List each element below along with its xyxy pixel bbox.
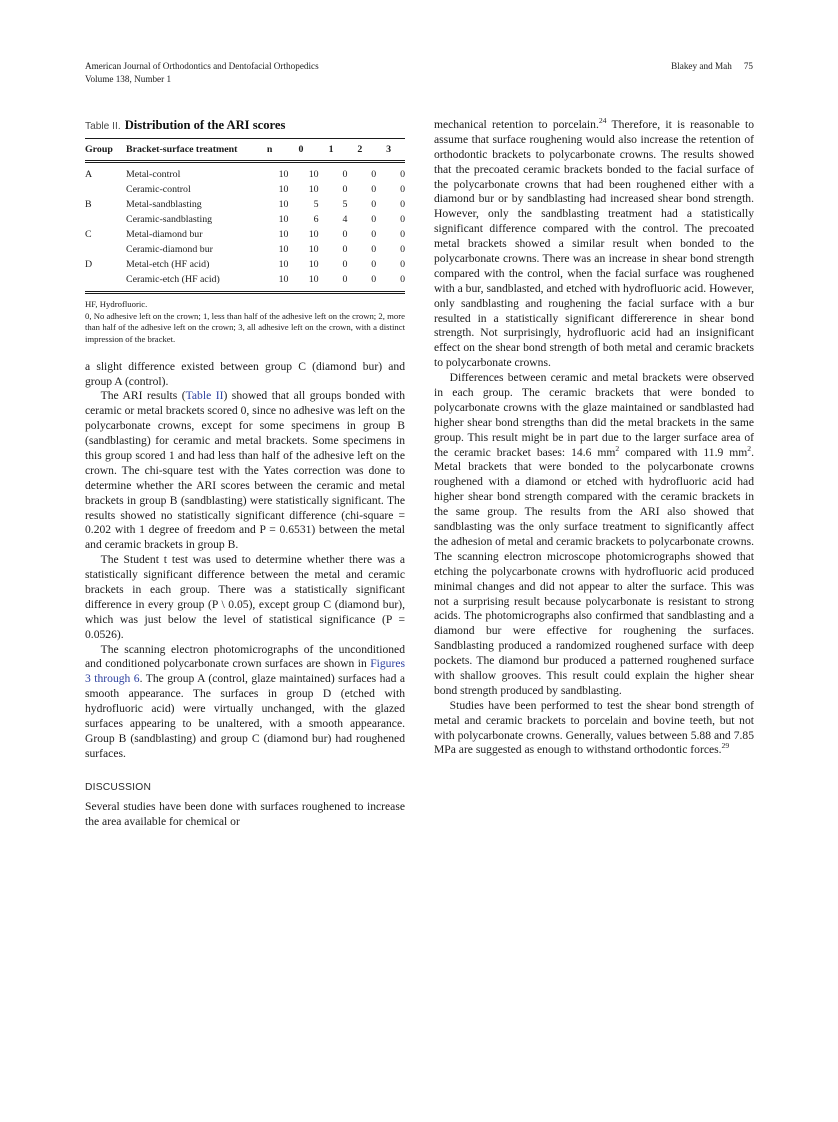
- cell-treatment: Metal-control: [126, 169, 181, 181]
- paragraph-left-4-pre: The scanning electron photomicrographs of the unconditioned and conditioned polycarbonate crown surfaces are shown in: [85, 642, 405, 671]
- journal-volume-line: Volume 138, Number 1: [85, 74, 172, 85]
- table-row: [85, 272, 405, 293]
- cell-score-3: 0: [400, 199, 405, 211]
- cell-score-3: 0: [400, 243, 405, 255]
- running-head-authors: Blakey and Mah: [671, 61, 732, 71]
- cell-score-1: 0: [342, 258, 348, 270]
- superscript-square-2: 2: [747, 443, 752, 453]
- cell-n: 10: [278, 184, 289, 196]
- cell-score-0: 10: [308, 273, 319, 285]
- column-right: [434, 118, 754, 758]
- page-number: 75: [743, 61, 753, 71]
- column-header-score-1: 1: [328, 144, 334, 155]
- table-label: Table II.: [85, 121, 121, 132]
- cell-group: [85, 242, 126, 257]
- cell-score-2: 0: [371, 243, 377, 255]
- table-row: [85, 197, 405, 212]
- cell-score-3: 0: [400, 273, 405, 285]
- cell-treatment: Ceramic-sandblasting: [126, 214, 213, 226]
- cell-score-2: 0: [371, 258, 377, 270]
- table-row: [85, 182, 405, 197]
- table-ii-link[interactable]: Table II: [185, 389, 224, 403]
- table-caption: [85, 118, 405, 133]
- paragraph-right-3-pre: Studies have been performed to test the shear bond strength of metal and ceramic brackets to porcelain and bovine teeth, but not with polycarbonate crowns. Generally, values between 5.88 and 7.85 MPa are suggested as enough to withstand orthodontic forces.: [434, 698, 754, 757]
- cell-n: 10: [278, 243, 289, 255]
- cell-score-1: 5: [342, 199, 348, 211]
- cell-n: 10: [278, 169, 289, 181]
- cell-treatment: Metal-diamond bur: [126, 228, 203, 240]
- cell-score-2: 0: [371, 184, 377, 196]
- cell-n: 10: [278, 228, 289, 240]
- running-head: [85, 60, 753, 87]
- cell-score-2: 0: [371, 199, 377, 211]
- table-header: [85, 139, 405, 162]
- table-row: [85, 227, 405, 242]
- cell-score-3: 0: [400, 228, 405, 240]
- column-header-score-3: 3: [386, 144, 392, 155]
- cell-score-0: 10: [308, 228, 319, 240]
- paragraph-right-2-a: Differences between ceramic and metal brackets were observed in each group. The ceramic brackets that were bonded to polycarbonate crowns with the glaze maintained or sandblasted had higher shear bond strengths than did the metal brackets in the same group. This result might be in part due to the larger surface area of the ceramic bracket bases: 14.6 mm: [434, 371, 754, 459]
- running-head-journal: [85, 60, 319, 87]
- paragraph-right-3: [434, 699, 754, 759]
- cell-score-1: 4: [342, 214, 348, 226]
- cell-score-0: 6: [313, 214, 319, 226]
- cell-score-1: 0: [342, 273, 348, 285]
- cell-treatment: Metal-sandblasting: [126, 199, 202, 211]
- cell-group: C: [85, 228, 92, 240]
- cell-score-2: 0: [371, 169, 377, 181]
- cell-score-2: 0: [371, 273, 377, 285]
- paragraph-left-2: [85, 389, 405, 553]
- cell-group: D: [85, 258, 93, 270]
- table-row: [85, 242, 405, 257]
- cell-score-0: 10: [308, 243, 319, 255]
- table-header-row: [85, 139, 405, 162]
- cell-treatment: Metal-etch (HF acid): [126, 258, 210, 270]
- cell-score-3: 0: [400, 214, 405, 226]
- cell-score-0: 10: [308, 184, 319, 196]
- cell-score-3: 0: [400, 169, 405, 181]
- column-header-score-2: 2: [357, 144, 363, 155]
- table-row: [85, 212, 405, 227]
- column-left: [85, 118, 405, 829]
- cell-n: 10: [278, 199, 289, 211]
- running-head-authors-page: [671, 60, 753, 73]
- cell-score-3: 0: [400, 184, 405, 196]
- cell-treatment: Ceramic-etch (HF acid): [126, 273, 220, 285]
- paragraph-right-1-post: Therefore, it is reasonable to assume that surface roughening would also increase the retention of orthodontic brackets to polycarbonate crowns. The results showed that the precoated ceramic brackets bonded to the facial surface of the polycarbonate crowns that had been roughened either with a diamond bur or by sandblasting had increased shear bond strength. However, only the sandblasting treatment had a statistically significant difference compared with the control. The precoated metal brackets showed a similar result when bonded to the polycarbonate crowns. There was an increase in shear bond strength compared with the control, when the facial surface was roughened with a bur, sandblasted, and etched with hydrofluoric acid. However, only sandblasting and roughening the facial surface with a bur resulted in a statistically significant differerence in shear bond strength. Not surprisingly, hydrofluoric acid had an insignificant effect on the shear bond strength of both metal and ceramic brackets to polycarbonate crowns.: [434, 118, 755, 370]
- column-header-treatment: Bracket-surface treatment: [126, 144, 238, 155]
- cell-group: [85, 212, 126, 227]
- table-ii-block: [85, 118, 405, 346]
- cell-group: B: [85, 199, 92, 211]
- table-footnote-abbrev: HF, Hydrofluoric.: [85, 299, 148, 310]
- paragraph-left-2-post: ) showed that all groups bonded with ceramic or metal brackets scored 0, since no adhesive was left on the polycarbonate crowns, except for some specimens in group B (sandblasting) for ceramic and metal brackets. Some specimens in this group scored 1 and had less than half of the adhesive left on the crown. The chi-square test with the Yates correction was done to determine whether the ARI scores between the ceramic and metal brackets in group B (sandblasting) were statistically significant. The results showed no statistically significant difference (chi-square = 0.202 with 1 degree of freedom and P = 0.6531) between the metal and ceramic brackets in group B.: [85, 389, 406, 552]
- paragraph-right-2: [434, 371, 754, 699]
- table-footnote-scores: 0, No adhesive left on the crown; 1, less than half of the adhesive left on the crown; 2, more than half of the adhesive left on the crown; 3, all adhesive left on the crown, with a distinct impression of the bracket.: [85, 310, 405, 344]
- table-row: [85, 257, 405, 272]
- column-header-n: n: [266, 144, 273, 155]
- cell-n: 10: [278, 214, 289, 226]
- cell-group: [85, 182, 126, 197]
- cell-score-0: 10: [308, 258, 319, 270]
- cell-group: A: [85, 169, 93, 181]
- paragraph-right-1-pre: mechanical retention to porcelain.: [434, 118, 599, 131]
- paragraph-left-4-post: . The group A (control, glaze maintained) surfaces had a smooth appearance. The surfaces in group D (etched with hydrofluoric acid) were virtually unchanged, with the glazed surfaces appearing to be unaltered, with a smooth appearance. Group B (sandblasting) and group C (diamond bur) had roughened surfaces.: [85, 672, 405, 760]
- table-body: [85, 162, 405, 293]
- table-row: [85, 162, 405, 183]
- cell-n: 10: [278, 258, 289, 270]
- cell-score-3: 0: [400, 258, 405, 270]
- figures-3-through-6-link[interactable]: Figures 3 through 6: [85, 657, 405, 686]
- paragraph-right-2-b: compared with 11.9 mm: [619, 445, 748, 459]
- paragraph-left-1: a slight difference existed between group C (diamond bur) and group A (control).: [85, 359, 405, 388]
- table-footnotes: [85, 299, 405, 346]
- journal-title-line: American Journal of Orthodontics and Dentofacial Orthopedics: [85, 61, 319, 71]
- cell-score-1: 0: [342, 169, 348, 181]
- paragraph-left-4: [85, 643, 405, 762]
- cell-n: 10: [278, 273, 289, 285]
- cell-group: [85, 272, 126, 293]
- cell-score-1: 0: [342, 228, 348, 240]
- paragraph-left-2-pre: The ARI results (: [100, 389, 186, 403]
- column-header-score-0: 0: [298, 144, 304, 155]
- citation-ref-24[interactable]: 24: [598, 116, 607, 126]
- table-title: Distribution of the ARI scores: [124, 118, 286, 132]
- paragraph-right-2-c: . Metal brackets that were bonded to the polycarbonate crowns roughened with a diamond or etched with hydrofluoric acid had higher shear bond strength compared with the ceramic brackets in the same group. The results from the ARI also showed that sandblasting was the only surface treatment to significantly affect the adhesion of metal and ceramic brackets to polycarbonate crowns. The scanning electron microscope photomicrographs showed that etching the polycarbonate crowns with hydrofluoric acid produced minimal changes and did not appear to alter the surface. This was not a surprising result because polycarbonate is resistant to strong acids. The photomicrographs also confirmed that sandblasting and a diamond bur were effective for roughening the surfaces. Sandblasting produced a randomized roughened surface with deep pockets. The diamond bur produced a patterned roughened surface with shallow grooves. This result could explain the higher shear bond strength produced by sandblasting.: [434, 445, 754, 697]
- ari-scores-table: [85, 138, 405, 294]
- cell-score-1: 0: [342, 184, 348, 196]
- cell-score-1: 0: [342, 243, 348, 255]
- cell-score-2: 0: [371, 228, 377, 240]
- paragraph-left-5: Several studies have been done with surfaces roughened to increase the area available for chemical or: [85, 799, 405, 828]
- citation-ref-29[interactable]: 29: [721, 741, 730, 751]
- cell-score-0: 10: [308, 169, 319, 181]
- cell-treatment: Ceramic-control: [126, 184, 191, 196]
- superscript-square-1: 2: [615, 443, 620, 453]
- section-heading-discussion: DISCUSSION: [85, 781, 152, 793]
- cell-treatment: Ceramic-diamond bur: [126, 243, 213, 255]
- cell-score-0: 5: [313, 199, 319, 211]
- cell-score-2: 0: [371, 214, 377, 226]
- paragraph-right-1: [434, 118, 754, 371]
- paragraph-left-3: The Student t test was used to determine whether there was a statistically significant difference between the metal and ceramic brackets in each group. There was a statistically significant difference in every group (P \ 0.05), except group C (diamond bur), which was just below the level of statistical significance (P = 0.0526).: [85, 553, 405, 641]
- column-header-group: Group: [85, 144, 113, 155]
